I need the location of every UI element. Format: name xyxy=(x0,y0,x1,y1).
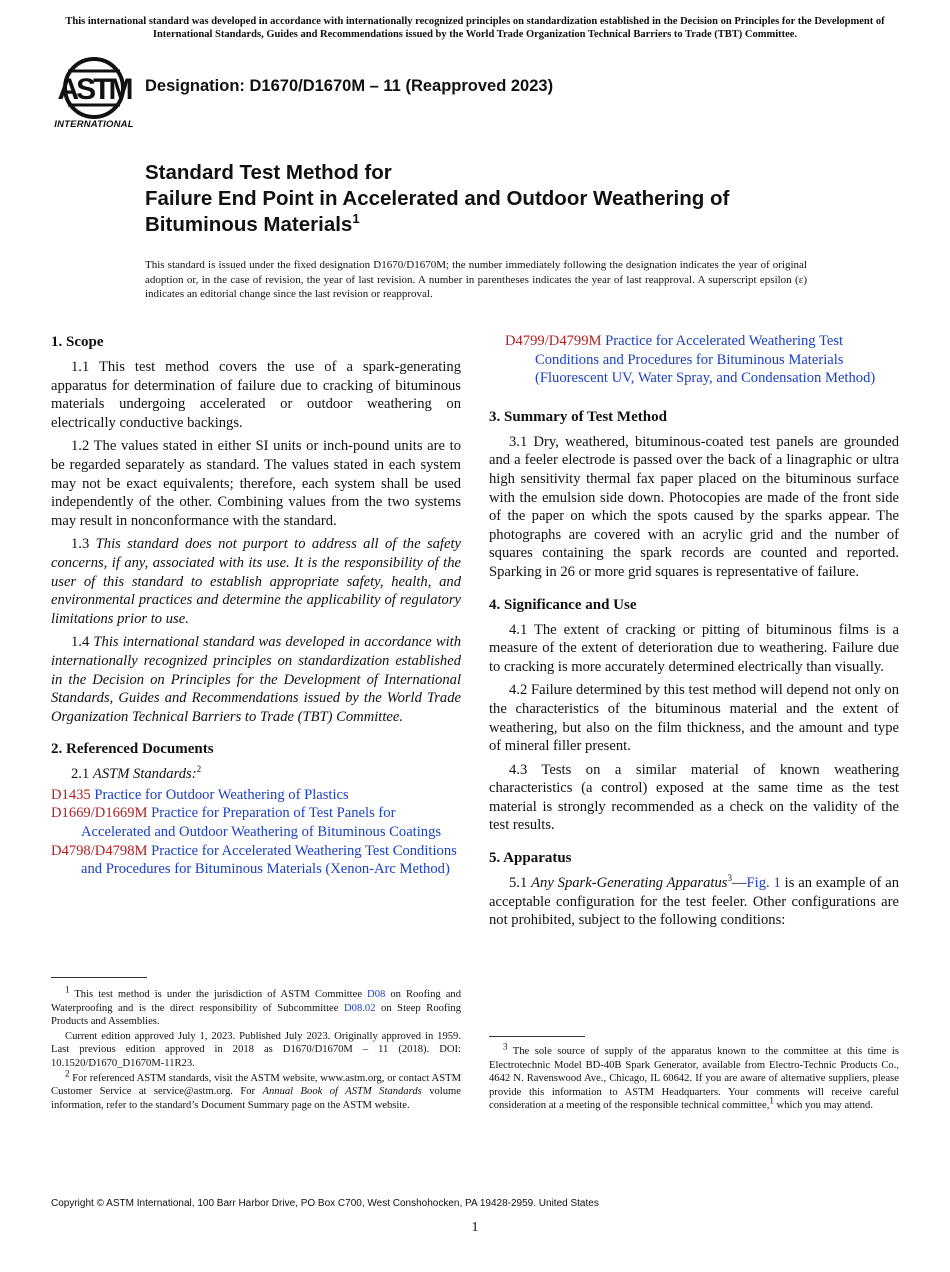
footnote-text: on Steep Roofing Products and Assemblies. xyxy=(51,1002,461,1028)
footnote-italic-text: Annual Book of ASTM Standards xyxy=(262,1086,422,1098)
paragraph-1-2: 1.2 The values stated in either SI units or inch-pound units are to be regarded separately as standard. The values stated in each system may not be exact equivalents; therefore, each system shall be used independently of the other. Combining values from the two systems may result in nonconformance with the standard. xyxy=(51,438,461,529)
section-heading-scope: 1. Scope xyxy=(51,334,104,350)
paragraph-1-1: 1.1 This test method covers the use of a spark-generating apparatus for determination of failure due to cracking of bituminous materials undergoing accelerated or outdoor weathering on electrically conductive backings. xyxy=(51,359,461,431)
title-line-3-text: Bituminous Materials xyxy=(145,213,353,236)
em-dash: — xyxy=(731,875,747,892)
paragraph-4-1: 4.1 The extent of cracking or pitting of bituminous films is a measure of the extent of deterioration due to weathering. Failure due to cracking is more accurately determined electrically than visually. xyxy=(489,621,899,675)
footnote-1 xyxy=(51,984,461,1029)
reference-title[interactable]: Practice for Preparation of Test Panels for Accelerated and Outdoor Weathering of Bituminous Coatings xyxy=(81,805,442,841)
reference-item[interactable] xyxy=(51,804,461,841)
paragraph-number: 1.3 xyxy=(71,536,90,553)
paragraph-text: is an example of an acceptable configuration for the test feeler. Other configurations are not prohibited, subject to the following conditions: xyxy=(489,875,899,929)
paragraph-4-2: 4.2 Failure determined by this test method will depend not only on the characteristics of the bituminous material and the extent of weathering, but also on the film thickness, and the amount and type of mineral filler present. xyxy=(489,682,899,755)
document-title xyxy=(145,160,845,238)
page-number: 1 xyxy=(471,1220,479,1235)
footnote-ref-2[interactable]: 2 xyxy=(196,764,202,775)
title-line-1: Standard Test Method for xyxy=(145,161,392,184)
footnote-3 xyxy=(489,1041,899,1113)
section-heading-summary: 3. Summary of Test Method xyxy=(489,408,667,425)
footnote-text: which you may attend. xyxy=(773,1100,873,1112)
reference-title[interactable]: Practice for Outdoor Weathering of Plastics xyxy=(94,786,349,803)
astm-logo xyxy=(54,57,134,131)
section-heading-referenced-documents: 2. Referenced Documents xyxy=(51,741,214,758)
title-line-2: Failure End Point in Accelerated and Outdoor Weathering of xyxy=(145,187,730,210)
reference-item[interactable] xyxy=(51,842,461,879)
left-column xyxy=(51,332,461,879)
section-heading-significance: 4. Significance and Use xyxy=(489,596,637,613)
footnote-2 xyxy=(51,1068,461,1113)
subcommittee-link[interactable]: D08.02 xyxy=(344,1002,376,1014)
paragraph-number: 5.1 xyxy=(509,875,528,892)
paragraph-number: 1.4 xyxy=(71,634,90,651)
footnote-divider xyxy=(489,1036,585,1037)
footnote-text: For referenced ASTM standards, visit the ASTM website, www.astm.org, or contact ASTM Customer Service at service@astm.org. For xyxy=(51,1072,461,1098)
paragraph-italic-text: Any Spark-Generating Apparatus xyxy=(531,875,728,892)
svg-text:ASTM: ASTM xyxy=(57,73,131,106)
top-notice: This international standard was developed in accordance with internationally recognized principles on standardization established in the Decision on Principles for the Development of International Standards, Guides and Recommendations issued by the World Trade Organization Technical Barriers to Trade (TBT) Committee. xyxy=(65,16,885,40)
reference-item[interactable] xyxy=(51,786,461,805)
paragraph-number: 2.1 xyxy=(71,766,90,783)
reference-code[interactable]: D1669/D1669M xyxy=(51,805,148,822)
footnote-text: This test method is under the jurisdiction of ASTM Committee xyxy=(69,989,368,1000)
footnote-ref-3[interactable]: 3 xyxy=(727,873,732,884)
footnote-ref-1[interactable]: 1 xyxy=(769,1095,774,1106)
reference-item[interactable] xyxy=(505,332,899,388)
reference-code[interactable]: D4799/D4799M xyxy=(505,333,602,349)
title-line-3 xyxy=(145,212,845,238)
footnote-divider xyxy=(51,977,147,978)
paragraph-4-3: 4.3 Tests on a similar material of known weathering characteristics (a control) exposed at the same time as the test material is strongly recommended as a check on the validity of the test results. xyxy=(489,761,899,834)
footnote-1-edition: Current edition approved July 1, 2023. Published July 2023. Originally approved in 1959. Last previous edition approved in 2018 as D1670/D1670M – 11 (2018). DOI: 10.1520/D1670_D1670M-11R23. xyxy=(51,1030,461,1069)
subheading-text: ASTM Standards: xyxy=(92,766,197,783)
footnote-marker: 1 xyxy=(65,984,70,995)
paragraph-5-1 xyxy=(489,874,899,930)
paragraph-1-4 xyxy=(51,633,461,726)
paragraph-1-3-text: This standard does not purport to address all of the safety concerns, if any, associated with its use. It is the responsibility of the user of this standard to establish appropriate safety, health, and environmental practices and determine the applicability of regulatory limitations prior to use. xyxy=(51,536,461,627)
copyright: Copyright © ASTM International, 100 Barr Harbor Drive, PO Box C700, West Conshohocken, PA 19428-2959. United States xyxy=(51,1198,599,1209)
footnote-marker: 2 xyxy=(65,1068,70,1079)
section-heading-apparatus: 5. Apparatus xyxy=(489,850,572,867)
astm-standards-subheading xyxy=(71,765,461,784)
footnote-text: The sole source of supply of the apparatus known to the committee at this time is Electrotechnic Model BD-40B Spark Generator, available from Electro-Technic Products Co., 4642 N. Ravenswood Ave., Chicago, IL 60642. If you are aware of alternative suppliers, please provide this information to ASTM Headquarters. Your comments will receive careful consideration at a meeting of the responsible technical committee, xyxy=(489,1046,899,1112)
title-footnote-ref[interactable]: 1 xyxy=(352,211,360,227)
paragraph-3-1: 3.1 Dry, weathered, bituminous-coated test panels are grounded and a feeler electrode is passed over the back of a linagraphic or ultra high sensitivity thermal fax paper placed on the bituminous surface with the emulsion side down. Photocopies are made of the front side of the paper on which the spots caused by the sparks appear. The photographs are covered with an acrylic grid and the number of squares containing the spark records are counted and reported. Sparking in 26 or more grid squares is representative of failure. xyxy=(489,433,899,580)
committee-link[interactable]: D08 xyxy=(367,989,386,1000)
figure-link[interactable]: Fig. 1 xyxy=(746,875,781,892)
designation: Designation: D1670/D1670M – 11 (Reapproved 2023) xyxy=(145,77,554,95)
footnote-marker: 3 xyxy=(503,1041,508,1052)
right-column xyxy=(489,332,899,935)
astm-logo-icon xyxy=(54,57,134,119)
footnotes-left xyxy=(51,984,461,1113)
reference-code[interactable]: D4798/D4798M xyxy=(51,842,148,859)
logo-wordmark: INTERNATIONAL xyxy=(54,119,134,130)
footnote-text: on Roofing and Waterproofing and is the direct responsibility of Subcommittee xyxy=(51,989,461,1014)
paragraph-1-3 xyxy=(51,535,461,628)
footnotes-right xyxy=(489,1041,899,1114)
paragraph-1-4-text: This international standard was developed in accordance with internationally recognized principles on standardization established in the Decision on Principles for the Development of International Standards, Guides and Recommendations issued by the World Trade Organization Technical Barriers to Trade (TBT) Committee. xyxy=(51,634,462,725)
issued-statement: This standard is issued under the fixed designation D1670/D1670M; the number immediately following the designation indicates the year of original adoption or, in the case of revision, the year of last revision. A number in parentheses indicates the year of last reapproval. A superscript epsilon (ε) indicates an editorial change since the last revision or reapproval. xyxy=(145,259,807,300)
reference-code[interactable]: D1435 xyxy=(51,786,91,803)
reference-title[interactable]: Practice for Accelerated Weathering Test Conditions and Procedures for Bituminous Materials (Fluorescent UV, Water Spray, and Condensation Method) xyxy=(535,333,876,387)
footnote-text: volume information, refer to the standard’s Document Summary page on the ASTM website. xyxy=(51,1086,461,1111)
reference-title[interactable]: Practice for Accelerated Weathering Test Conditions and Procedures for Bituminous Materials (Xenon-Arc Method) xyxy=(81,842,457,878)
